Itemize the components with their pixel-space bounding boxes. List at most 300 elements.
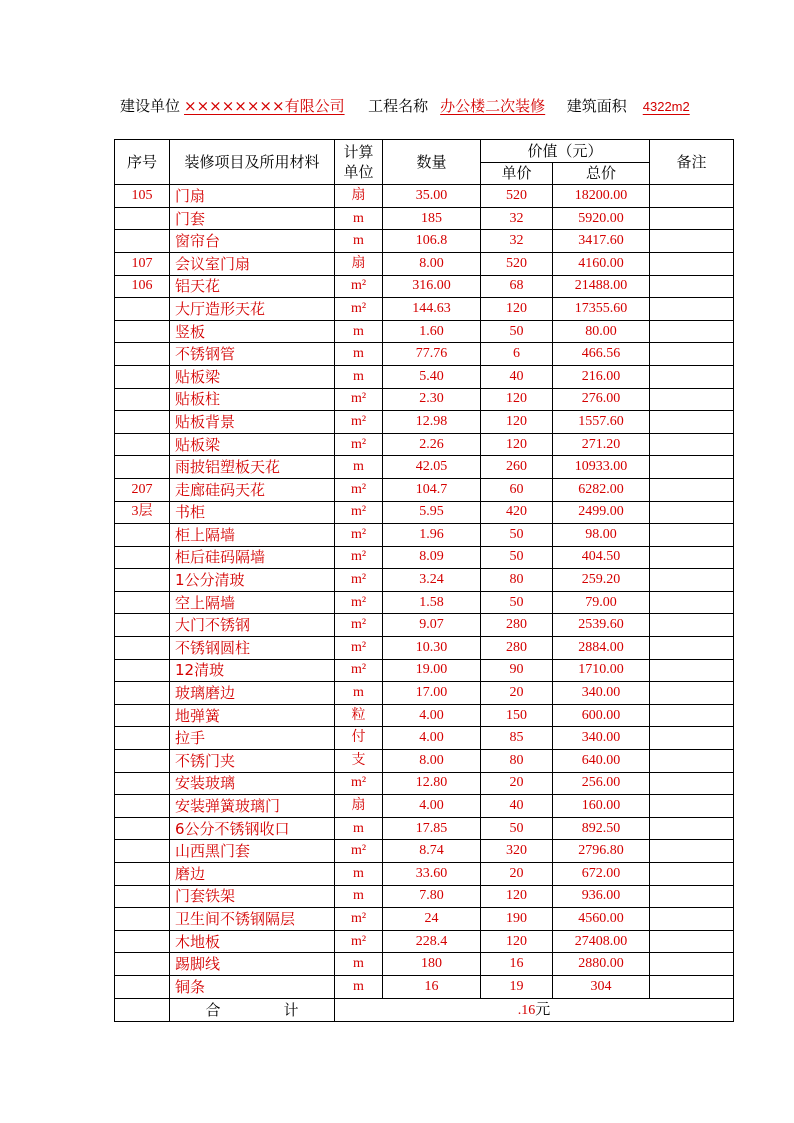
row-total-price: 4560.00 — [553, 908, 650, 931]
document-header — [120, 96, 760, 117]
row-unit: m — [335, 885, 383, 908]
table-row — [115, 840, 734, 863]
row-seq — [115, 298, 170, 321]
total-label — [170, 998, 335, 1021]
row-total-price: 892.50 — [553, 817, 650, 840]
row-note — [650, 704, 734, 727]
row-seq — [115, 411, 170, 434]
row-seq: 207 — [115, 478, 170, 501]
row-note — [650, 795, 734, 818]
row-total-price: 340.00 — [553, 682, 650, 705]
header-unit-price: 单价 — [481, 162, 553, 185]
row-total-price: 304 — [553, 975, 650, 998]
row-note — [650, 750, 734, 773]
row-seq — [115, 727, 170, 750]
row-unit-price: 19 — [481, 975, 553, 998]
row-qty: 35.00 — [383, 185, 481, 208]
row-unit-price: 150 — [481, 704, 553, 727]
row-unit: 粒 — [335, 704, 383, 727]
row-unit: m² — [335, 433, 383, 456]
row-item-name: 不锈钢圆柱 — [170, 637, 335, 660]
row-unit: m — [335, 456, 383, 479]
table-row — [115, 207, 734, 230]
row-qty: 8.74 — [383, 840, 481, 863]
row-seq — [115, 930, 170, 953]
row-unit: m — [335, 682, 383, 705]
row-note — [650, 953, 734, 976]
row-seq — [115, 795, 170, 818]
owner-label: 建设单位 — [120, 97, 181, 115]
row-total-price: 216.00 — [553, 365, 650, 388]
row-total-price: 271.20 — [553, 433, 650, 456]
row-unit-price: 90 — [481, 659, 553, 682]
row-seq — [115, 569, 170, 592]
table-row — [115, 930, 734, 953]
row-seq — [115, 682, 170, 705]
table-row — [115, 863, 734, 886]
row-item-name: 不锈门夹 — [170, 750, 335, 773]
row-qty: 1.96 — [383, 524, 481, 547]
row-total-price: 80.00 — [553, 320, 650, 343]
row-note — [650, 546, 734, 569]
row-qty: 9.07 — [383, 614, 481, 637]
row-unit: m² — [335, 908, 383, 931]
table-row — [115, 727, 734, 750]
row-seq — [115, 230, 170, 253]
row-note — [650, 456, 734, 479]
row-note — [650, 885, 734, 908]
row-note — [650, 185, 734, 208]
row-total-price: 936.00 — [553, 885, 650, 908]
row-unit-price: 50 — [481, 524, 553, 547]
row-qty: 7.80 — [383, 885, 481, 908]
row-item-name: 贴板柱 — [170, 388, 335, 411]
row-note — [650, 614, 734, 637]
row-item-name: 大厅造形天花 — [170, 298, 335, 321]
row-unit-price: 50 — [481, 546, 553, 569]
row-note — [650, 275, 734, 298]
row-unit-price: 85 — [481, 727, 553, 750]
row-unit: m² — [335, 637, 383, 660]
row-seq — [115, 817, 170, 840]
row-seq — [115, 207, 170, 230]
row-note — [650, 591, 734, 614]
row-item-name: 竖板 — [170, 320, 335, 343]
row-item-name: 安装玻璃 — [170, 772, 335, 795]
row-unit-price: 16 — [481, 953, 553, 976]
row-seq — [115, 614, 170, 637]
row-seq — [115, 840, 170, 863]
row-item-name: 贴板梁 — [170, 433, 335, 456]
row-unit-price: 50 — [481, 591, 553, 614]
row-seq — [115, 659, 170, 682]
row-unit: m² — [335, 298, 383, 321]
row-qty: 19.00 — [383, 659, 481, 682]
row-seq — [115, 591, 170, 614]
row-seq — [115, 885, 170, 908]
row-qty: 106.8 — [383, 230, 481, 253]
table-row — [115, 433, 734, 456]
row-item-name: 雨披铝塑板天花 — [170, 456, 335, 479]
row-seq: 107 — [115, 252, 170, 275]
row-total-price: 4160.00 — [553, 252, 650, 275]
row-total-price: 2880.00 — [553, 953, 650, 976]
row-note — [650, 863, 734, 886]
row-note — [650, 320, 734, 343]
row-unit: m — [335, 863, 383, 886]
row-unit-price: 20 — [481, 863, 553, 886]
row-seq — [115, 433, 170, 456]
row-seq — [115, 750, 170, 773]
row-note — [650, 207, 734, 230]
row-qty: 24 — [383, 908, 481, 931]
row-unit: 付 — [335, 727, 383, 750]
row-qty: 185 — [383, 207, 481, 230]
row-seq — [115, 908, 170, 931]
row-qty: 144.63 — [383, 298, 481, 321]
row-unit: 扇 — [335, 185, 383, 208]
row-note — [650, 908, 734, 931]
row-total-price: 6282.00 — [553, 478, 650, 501]
row-total-price: 600.00 — [553, 704, 650, 727]
row-unit-price: 120 — [481, 885, 553, 908]
row-seq — [115, 637, 170, 660]
row-total-price: 5920.00 — [553, 207, 650, 230]
row-unit-price: 6 — [481, 343, 553, 366]
table-row — [115, 682, 734, 705]
row-total-price: 27408.00 — [553, 930, 650, 953]
table-row — [115, 569, 734, 592]
row-note — [650, 524, 734, 547]
table-row — [115, 953, 734, 976]
row-qty: 2.26 — [383, 433, 481, 456]
row-unit: m² — [335, 546, 383, 569]
row-total-price: 466.56 — [553, 343, 650, 366]
row-unit: m — [335, 975, 383, 998]
row-note — [650, 840, 734, 863]
table-row — [115, 772, 734, 795]
row-total-price: 2884.00 — [553, 637, 650, 660]
quote-table — [114, 139, 734, 1022]
row-unit: m² — [335, 930, 383, 953]
table-row — [115, 320, 734, 343]
total-unit: 元 — [535, 999, 551, 1018]
table-row — [115, 614, 734, 637]
row-total-price: 640.00 — [553, 750, 650, 773]
row-qty: 42.05 — [383, 456, 481, 479]
row-note — [650, 230, 734, 253]
row-qty: 1.60 — [383, 320, 481, 343]
row-seq — [115, 704, 170, 727]
row-unit: m² — [335, 275, 383, 298]
row-seq — [115, 863, 170, 886]
table-row — [115, 975, 734, 998]
table-row — [115, 185, 734, 208]
row-seq: 105 — [115, 185, 170, 208]
row-note — [650, 975, 734, 998]
row-item-name: 空上隔墙 — [170, 591, 335, 614]
row-seq: 3层 — [115, 501, 170, 524]
total-value: .16 — [517, 1002, 536, 1018]
table-row — [115, 411, 734, 434]
row-unit: m² — [335, 614, 383, 637]
row-total-price: 18200.00 — [553, 185, 650, 208]
row-item-name: 玻璃磨边 — [170, 682, 335, 705]
row-unit-price: 40 — [481, 365, 553, 388]
row-note — [650, 478, 734, 501]
row-seq — [115, 546, 170, 569]
row-qty: 12.98 — [383, 411, 481, 434]
row-unit-price: 120 — [481, 433, 553, 456]
row-item-name: 6公分不锈钢收口 — [170, 817, 335, 840]
row-seq — [115, 365, 170, 388]
row-unit-price: 20 — [481, 682, 553, 705]
row-note — [650, 637, 734, 660]
row-unit-price: 120 — [481, 930, 553, 953]
header-note: 备注 — [650, 140, 734, 185]
row-unit: m — [335, 953, 383, 976]
row-qty: 4.00 — [383, 727, 481, 750]
row-unit: m² — [335, 772, 383, 795]
row-total-price: 404.50 — [553, 546, 650, 569]
row-qty: 77.76 — [383, 343, 481, 366]
total-value-cell — [335, 998, 734, 1021]
row-unit-price: 40 — [481, 795, 553, 818]
row-total-price: 259.20 — [553, 569, 650, 592]
row-note — [650, 817, 734, 840]
row-unit: 扇 — [335, 795, 383, 818]
area-value: 4322m2 — [642, 99, 690, 114]
row-item-name: 不锈钢管 — [170, 343, 335, 366]
row-item-name: 安装弹簧玻璃门 — [170, 795, 335, 818]
header-unit — [335, 140, 383, 185]
row-note — [650, 569, 734, 592]
row-total-price: 340.00 — [553, 727, 650, 750]
header-qty: 数量 — [383, 140, 481, 185]
header-item: 装修项目及所用材料 — [170, 140, 335, 185]
table-row — [115, 795, 734, 818]
row-unit-price: 80 — [481, 569, 553, 592]
row-note — [650, 930, 734, 953]
row-unit-price: 120 — [481, 388, 553, 411]
row-qty: 10.30 — [383, 637, 481, 660]
row-qty: 8.00 — [383, 252, 481, 275]
row-unit: m² — [335, 411, 383, 434]
table-body — [115, 185, 734, 998]
total-seq-cell — [115, 998, 170, 1021]
table-row — [115, 388, 734, 411]
row-qty: 5.95 — [383, 501, 481, 524]
row-total-price: 256.00 — [553, 772, 650, 795]
row-item-name: 走廊硅码天花 — [170, 478, 335, 501]
row-unit-price: 80 — [481, 750, 553, 773]
row-total-price: 10933.00 — [553, 456, 650, 479]
row-seq — [115, 524, 170, 547]
row-total-price: 160.00 — [553, 795, 650, 818]
row-qty: 8.09 — [383, 546, 481, 569]
row-note — [650, 388, 734, 411]
row-unit-price: 32 — [481, 230, 553, 253]
row-item-name: 会议室门扇 — [170, 252, 335, 275]
row-total-price: 21488.00 — [553, 275, 650, 298]
row-qty: 4.00 — [383, 795, 481, 818]
row-qty: 1.58 — [383, 591, 481, 614]
row-item-name: 大门不锈钢 — [170, 614, 335, 637]
row-unit-price: 420 — [481, 501, 553, 524]
row-total-price: 98.00 — [553, 524, 650, 547]
row-unit-price: 280 — [481, 637, 553, 660]
table-row — [115, 298, 734, 321]
row-total-price: 672.00 — [553, 863, 650, 886]
row-note — [650, 727, 734, 750]
area-label: 建筑面积 — [566, 97, 627, 115]
table-row — [115, 908, 734, 931]
row-total-price: 3417.60 — [553, 230, 650, 253]
table-row — [115, 230, 734, 253]
row-unit-price: 120 — [481, 298, 553, 321]
row-item-name: 门套铁架 — [170, 885, 335, 908]
row-qty: 17.00 — [383, 682, 481, 705]
row-unit-price: 280 — [481, 614, 553, 637]
row-unit: m — [335, 817, 383, 840]
row-note — [650, 682, 734, 705]
total-row — [115, 998, 734, 1021]
table-row — [115, 750, 734, 773]
row-item-name: 磨边 — [170, 863, 335, 886]
table-row — [115, 659, 734, 682]
row-unit-price: 520 — [481, 185, 553, 208]
row-total-price: 79.00 — [553, 591, 650, 614]
row-unit-price: 50 — [481, 320, 553, 343]
row-seq — [115, 953, 170, 976]
row-unit: m² — [335, 388, 383, 411]
row-total-price: 1710.00 — [553, 659, 650, 682]
table-row — [115, 252, 734, 275]
row-note — [650, 659, 734, 682]
row-note — [650, 772, 734, 795]
row-unit: m — [335, 343, 383, 366]
row-note — [650, 411, 734, 434]
row-seq — [115, 772, 170, 795]
row-unit: 扇 — [335, 252, 383, 275]
owner-value: ××××××××有限公司 — [184, 97, 345, 115]
table-row — [115, 546, 734, 569]
table-row — [115, 817, 734, 840]
row-seq — [115, 343, 170, 366]
row-qty: 3.24 — [383, 569, 481, 592]
row-qty: 16 — [383, 975, 481, 998]
row-unit-price: 190 — [481, 908, 553, 931]
row-unit: m² — [335, 659, 383, 682]
row-seq — [115, 320, 170, 343]
row-unit: m² — [335, 524, 383, 547]
row-item-name: 拉手 — [170, 727, 335, 750]
row-qty: 316.00 — [383, 275, 481, 298]
row-unit-price: 520 — [481, 252, 553, 275]
header-unit-text: 计算 单位 — [343, 143, 374, 182]
table-row — [115, 501, 734, 524]
row-item-name: 贴板梁 — [170, 365, 335, 388]
row-qty: 12.80 — [383, 772, 481, 795]
row-item-name: 踢脚线 — [170, 953, 335, 976]
project-label: 工程名称 — [368, 97, 429, 115]
row-unit: m — [335, 320, 383, 343]
row-seq: 106 — [115, 275, 170, 298]
row-note — [650, 343, 734, 366]
row-item-name: 地弹簧 — [170, 704, 335, 727]
row-unit: m² — [335, 591, 383, 614]
row-qty: 5.40 — [383, 365, 481, 388]
row-qty: 8.00 — [383, 750, 481, 773]
row-seq — [115, 388, 170, 411]
row-qty: 104.7 — [383, 478, 481, 501]
table-row — [115, 343, 734, 366]
total-label-a: 合 — [205, 1000, 221, 1019]
row-unit: m — [335, 365, 383, 388]
header-seq: 序号 — [115, 140, 170, 185]
row-item-name: 柜后硅码隔墙 — [170, 546, 335, 569]
table-row — [115, 885, 734, 908]
row-qty: 2.30 — [383, 388, 481, 411]
table-row — [115, 275, 734, 298]
row-item-name: 铝天花 — [170, 275, 335, 298]
row-qty: 33.60 — [383, 863, 481, 886]
header-total-price: 总价 — [553, 162, 650, 185]
row-note — [650, 365, 734, 388]
row-unit-price: 120 — [481, 411, 553, 434]
row-item-name: 铜条 — [170, 975, 335, 998]
row-total-price: 276.00 — [553, 388, 650, 411]
table-row — [115, 637, 734, 660]
row-qty: 4.00 — [383, 704, 481, 727]
header-price-group: 价值（元） — [481, 140, 650, 163]
row-unit-price: 260 — [481, 456, 553, 479]
row-qty: 17.85 — [383, 817, 481, 840]
row-unit: m — [335, 230, 383, 253]
table-row — [115, 524, 734, 547]
row-total-price: 2539.60 — [553, 614, 650, 637]
row-note — [650, 298, 734, 321]
row-unit-price: 20 — [481, 772, 553, 795]
row-note — [650, 252, 734, 275]
row-unit-price: 68 — [481, 275, 553, 298]
table-row — [115, 456, 734, 479]
row-item-name: 1公分清玻 — [170, 569, 335, 592]
row-unit: m² — [335, 478, 383, 501]
row-total-price: 2499.00 — [553, 501, 650, 524]
table-row — [115, 704, 734, 727]
row-note — [650, 433, 734, 456]
row-item-name: 12清玻 — [170, 659, 335, 682]
row-qty: 180 — [383, 953, 481, 976]
row-item-name: 山西黑门套 — [170, 840, 335, 863]
row-item-name: 窗帘台 — [170, 230, 335, 253]
row-seq — [115, 975, 170, 998]
row-unit-price: 32 — [481, 207, 553, 230]
row-item-name: 卫生间不锈钢隔层 — [170, 908, 335, 931]
row-item-name: 木地板 — [170, 930, 335, 953]
project-value: 办公楼二次装修 — [440, 97, 546, 115]
row-unit: m² — [335, 569, 383, 592]
row-unit: m² — [335, 840, 383, 863]
table-row — [115, 478, 734, 501]
row-unit-price: 60 — [481, 478, 553, 501]
row-item-name: 柜上隔墙 — [170, 524, 335, 547]
row-item-name: 贴板背景 — [170, 411, 335, 434]
row-item-name: 书柜 — [170, 501, 335, 524]
row-unit-price: 50 — [481, 817, 553, 840]
row-unit: m — [335, 207, 383, 230]
